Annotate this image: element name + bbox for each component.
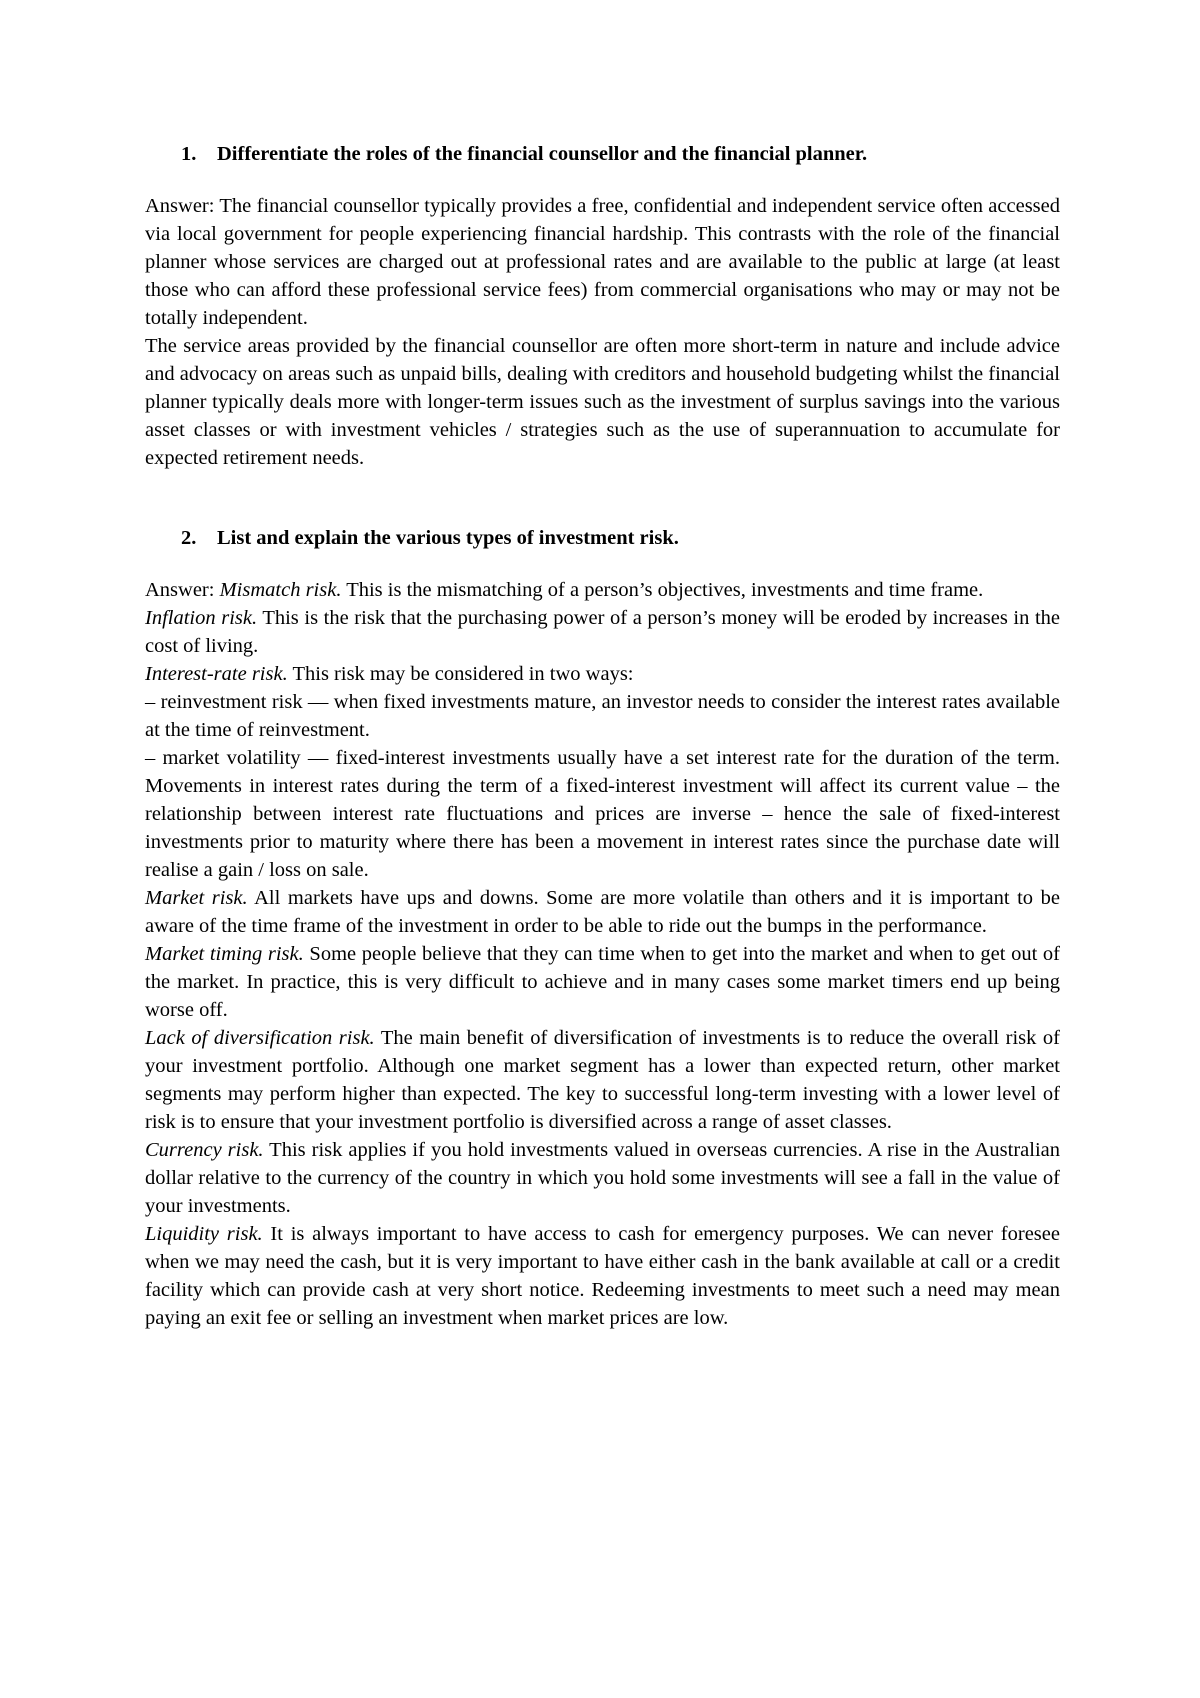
risk-description: This is the risk that the purchasing power of a person’s money will be eroded by increases in the cost of living. — [145, 607, 1060, 657]
risk-diversification — [145, 1024, 1060, 1136]
question-number: 2. — [181, 527, 197, 549]
risk-description: Some people believe that they can time when to get into the market and when to get out of the market. In practice, this is very difficult to achieve and in many cases some market timers end up being worse off. — [145, 943, 1061, 1021]
answer-prefix: Answer: — [145, 579, 220, 601]
risk-inflation — [145, 604, 1060, 660]
risk-description: This risk applies if you hold investments valued in overseas currencies. A rise in the Australian dollar relative to the currency of the country in which you hold some investments will see a fall in the value of your investments. — [145, 1139, 1060, 1217]
risk-term: Liquidity risk. — [145, 1223, 263, 1245]
risk-term: Lack of diversification risk. — [145, 1027, 375, 1049]
interest-point-reinvestment: – reinvestment risk — when fixed investments mature, an investor needs to consider the interest rates available at the time of reinvestment. — [145, 691, 1060, 741]
risk-term: Market timing risk. — [145, 943, 304, 965]
answer-1-paragraph-1: Answer: The financial counsellor typically provides a free, confidential and independent service often accessed via local government for people experiencing financial hardship. This contrasts with the role of the financial planner whose services are charged out at professional rates and are available to the public at large (at least those who can afford these professional service fees) from commercial organisations who may or may not be totally independent. — [145, 195, 1060, 329]
risk-description: The main benefit of diversification of investments is to reduce the overall risk of your investment portfolio. Although one market segment has a lower than expected return, other market segments may perform higher than expected. The key to successful long-term investing with a lower level of risk is to ensure that your investment portfolio is diversified across a range of asset classes. — [145, 1027, 1060, 1133]
risk-description: It is always important to have access to cash for emergency purposes. We can never foresee when we may need the cash, but it is very important to have either cash in the bank available at call or a credit facility which can provide cash at very short notice. Redeeming investments to meet such a need may mean paying an exit fee or selling an investment when market prices are low. — [145, 1223, 1060, 1329]
risk-term: Interest-rate risk. — [145, 663, 288, 685]
risk-market — [145, 884, 1060, 940]
risk-description: This is the mismatching of a person’s objectives, investments and time frame. — [341, 579, 984, 601]
question-text: Differentiate the roles of the financial counsellor and the financial planner. — [217, 143, 868, 165]
risk-term: Market risk. — [145, 887, 248, 909]
risk-liquidity — [145, 1220, 1060, 1332]
risk-description: All markets have ups and downs. Some are more volatile than others and it is important to be aware of the time frame of the investment in order to be able to ride out the bumps in the performance. — [145, 887, 1060, 937]
answer-1-paragraph-2: The service areas provided by the financial counsellor are often more short-term in nature and include advice and advocacy on areas such as unpaid bills, dealing with creditors and household budgeting whilst the financial planner typically deals more with longer-term issues such as the investment of surplus savings into the various asset classes or with investment vehicles / strategies such as the use of superannuation to accumulate for expected retirement needs. — [145, 335, 1060, 469]
question-text: List and explain the various types of investment risk. — [217, 527, 679, 549]
risk-mismatch — [145, 576, 1060, 604]
question-number: 1. — [181, 143, 197, 165]
section-spacer — [145, 472, 1060, 524]
risk-currency — [145, 1136, 1060, 1220]
risk-interest-rate — [145, 660, 1060, 688]
question-1-heading — [145, 140, 1060, 168]
interest-point-volatility: – market volatility — fixed-interest investments usually have a set interest rate for the duration of the term. Movements in interest rates during the term of a fixed-interest investment will affect its current value – the relationship between interest rate fluctuations and prices are inverse – hence the sale of fixed-interest investments prior to maturity where there has been a movement in interest rates since the purchase date will realise a gain / loss on sale. — [145, 747, 1060, 881]
risk-term: Mismatch risk. — [219, 579, 342, 601]
risk-term: Currency risk. — [145, 1139, 264, 1161]
document-page — [145, 140, 1060, 1332]
risk-description: This risk may be considered in two ways: — [287, 663, 634, 685]
risk-term: Inflation risk. — [145, 607, 258, 629]
risk-market-timing — [145, 940, 1060, 1024]
question-2-heading — [145, 524, 1060, 552]
